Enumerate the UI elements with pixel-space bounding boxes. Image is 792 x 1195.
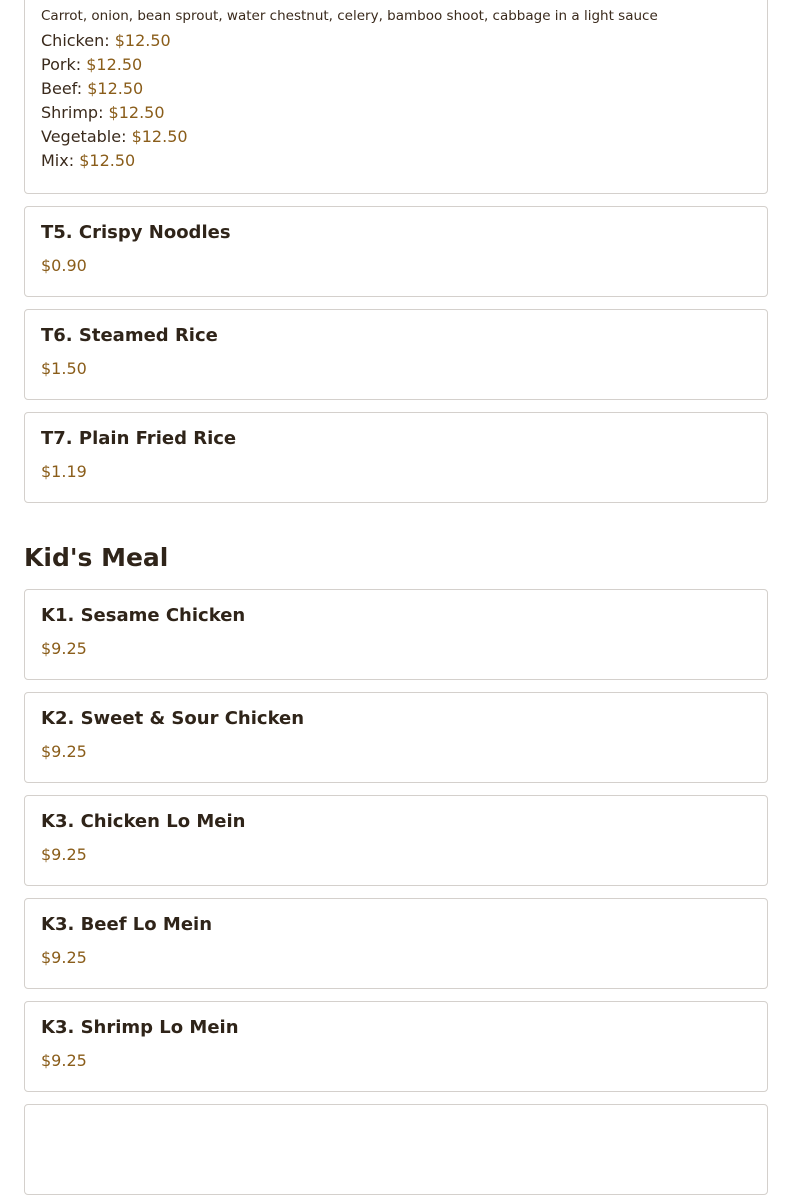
price-option-pork — [41, 53, 751, 77]
item-title: K1. Sesame Chicken — [41, 605, 246, 626]
option-price: $12.50 — [87, 79, 144, 98]
price-option-beef — [41, 77, 751, 101]
item-title: T5. Crispy Noodles — [41, 222, 231, 243]
menu-list — [24, 0, 768, 1195]
option-label: Beef: — [41, 79, 83, 98]
menu-item-card-t6[interactable] — [24, 309, 768, 400]
option-price: $12.50 — [131, 127, 188, 146]
option-label: Chicken: — [41, 31, 110, 50]
menu-item-card-t7[interactable] — [24, 412, 768, 503]
price-option-chicken — [41, 29, 751, 53]
item-price: $0.90 — [41, 256, 87, 275]
price-option-shrimp — [41, 101, 751, 125]
item-price: $9.25 — [41, 742, 87, 761]
item-title: K3. Chicken Lo Mein — [41, 811, 246, 832]
menu-item-card-k3-chicken[interactable] — [24, 795, 768, 886]
option-price: $12.50 — [114, 31, 171, 50]
item-price: $9.25 — [41, 845, 87, 864]
item-price: $1.50 — [41, 359, 87, 378]
option-price: $12.50 — [79, 151, 136, 170]
option-label: Shrimp: — [41, 103, 104, 122]
item-title: K2. Sweet & Sour Chicken — [41, 708, 305, 729]
menu-item-card-k3-beef[interactable] — [24, 898, 768, 989]
item-price: $9.25 — [41, 948, 87, 967]
section-heading-kids-meal: Kid's Meal — [24, 543, 169, 572]
item-title: K3. Shrimp Lo Mein — [41, 1017, 239, 1038]
item-price: $9.25 — [41, 639, 87, 658]
menu-item-card-partial[interactable] — [24, 1104, 768, 1195]
option-label: Pork: — [41, 55, 82, 74]
item-description: Carrot, onion, bean sprout, water chestnut, celery, bamboo shoot, cabbage in a light sauce — [41, 8, 658, 24]
item-price: $9.25 — [41, 1051, 87, 1070]
menu-item-card-k3-shrimp[interactable] — [24, 1001, 768, 1092]
item-title: T7. Plain Fried Rice — [41, 428, 237, 449]
option-label: Vegetable: — [41, 127, 127, 146]
option-price: $12.50 — [86, 55, 143, 74]
price-options — [41, 29, 751, 173]
menu-item-card-k2[interactable] — [24, 692, 768, 783]
menu-item-card-t5[interactable] — [24, 206, 768, 297]
menu-item-card-k1[interactable] — [24, 589, 768, 680]
item-price: $1.19 — [41, 462, 87, 481]
option-label: Mix: — [41, 151, 75, 170]
item-title: T6. Steamed Rice — [41, 325, 218, 346]
price-option-vegetable — [41, 125, 751, 149]
price-option-mix — [41, 149, 751, 173]
item-title: K3. Beef Lo Mein — [41, 914, 213, 935]
menu-item-card-chop-suey[interactable] — [24, 0, 768, 194]
option-price: $12.50 — [108, 103, 165, 122]
